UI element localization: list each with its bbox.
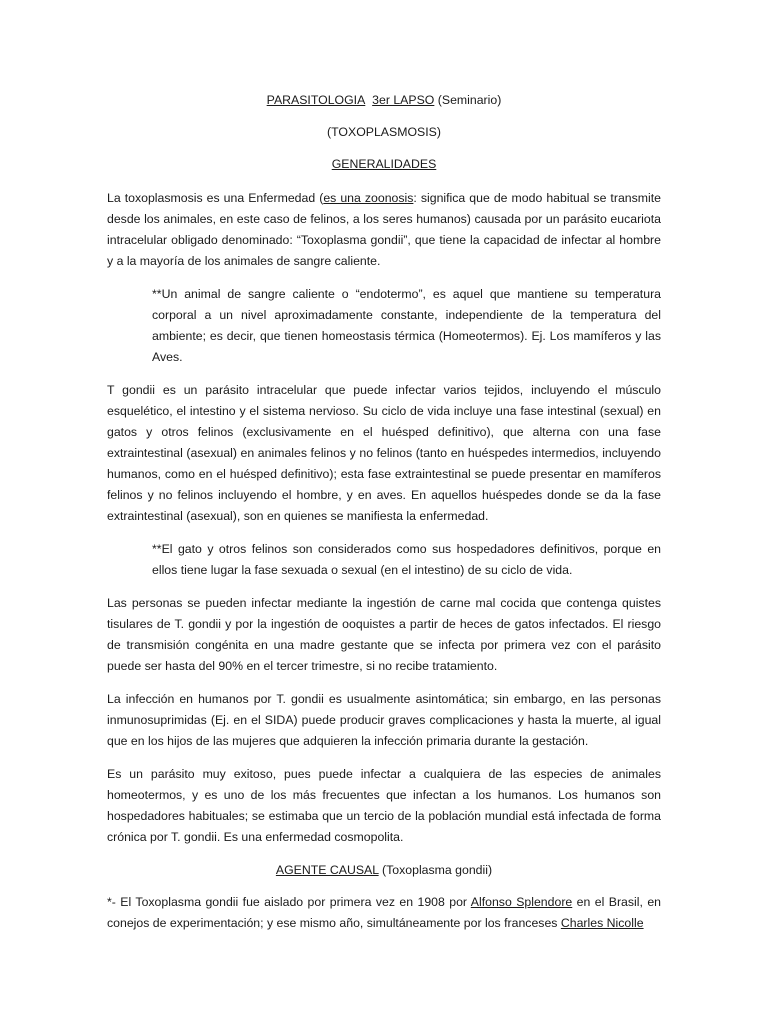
document-subtitle: (TOXOPLASMOSIS) (327, 125, 441, 139)
title-seminario: (Seminario) (437, 93, 502, 107)
paragraph-historia-b: en el Brasil, en conejos de experimentación; y ese mismo año, simultáneamente por los franceses (107, 895, 662, 930)
section-heading-text: GENERALIDADES (331, 157, 437, 171)
paragraph-infeccion-personas: Las personas se pueden infectar mediante la ingestión de carne mal cocida que contenga quistes tisulares de T. gondii y por la ingestión de ooquistes a partir de heces de gatos infectados. El riesgo de transmisión congénita en una madre gestante que se infecta por primera vez con el parásito puede ser hasta del 90% en el tercer trimestre, si no recibe tratamiento. (107, 596, 661, 673)
section-heading-agente-suffix: (Toxoplasma gondii) (378, 863, 493, 877)
document-title (107, 92, 661, 108)
link-charles-nicolle[interactable]: Charles Nicolle (560, 916, 644, 930)
title-subject: PARASITOLOGIA (266, 93, 366, 107)
link-alfonso-splendore[interactable]: Alfonso Splendore (470, 895, 573, 909)
paragraph-historia-a: *- El Toxoplasma gondii fue aislado por primera vez en 1908 por (107, 895, 471, 909)
section-heading-agente-text: AGENTE CAUSAL (275, 863, 379, 877)
section-heading-generalidades (107, 156, 661, 172)
paragraph-intro-a: La toxoplasmosis es una Enfermedad ( (107, 191, 324, 205)
paragraph-t-gondii: T gondii es un parásito intracelular que puede infectar varios tejidos, incluyendo el músculo esquelético, el intestino y el sistema nervioso. Su ciclo de vida incluye una fase intestinal (sexual) en gatos y otros felinos (exclusivamente en el huésped definitivo), que alterna con una fase extraintestinal (asexual) en animales felinos y no felinos (tanto en huéspedes intermedios, incluyendo humanos, como en el huésped definitivo); esta fase extraintestinal se puede presentar en mamíferos felinos y no felinos incluyendo el hombre, y en aves. En aquellos huéspedes donde se da la fase extraintestinal (asexual), son en quienes se manifiesta la enfermedad. (107, 383, 661, 523)
paragraph-intro-b: : significa que de modo habitual se transmite desde los animales, en este caso de felinos, a los seres humanos) causada por un parásito eucariota intracelular obligado denominado: “Toxoplasma gondii”, que tiene la capacidad de infectar al hombre y a la mayoría de los animales de sangre caliente. (107, 191, 662, 268)
paragraph-intro (107, 188, 661, 272)
paragraph-infeccion-humanos: La infección en humanos por T. gondii es usualmente asintomática; sin embargo, en las personas inmunosuprimidas (Ej. en el SIDA) puede producir graves complicaciones y hasta la muerte, al igual que en los hijos de las mujeres que adquieren la infección primaria durante la gestación. (107, 692, 661, 748)
link-zoonosis[interactable]: es una zoonosis (323, 191, 414, 205)
paragraph-parasito-exitoso: Es un parásito muy exitoso, pues puede infectar a cualquiera de las especies de animales homeotermos, y es uno de los más frecuentes que infectan a los humanos. Los humanos son hospedadores habituales; se estimaba que un tercio de la población mundial está infectada de forma crónica por T. gondii. Es una enfermedad cosmopolita. (107, 767, 661, 844)
section-heading-agente-causal (107, 862, 661, 878)
title-lapso: 3er LAPSO (372, 93, 435, 107)
note-endotermo: **Un animal de sangre caliente o “endotermo”, es aquel que mantiene su temperatura corporal a un nivel aproximadamente constante, independiente de la temperatura del ambiente; es decir, que tienen homeostasis térmica (Homeotermos). Ej. Los mamíferos y las Aves. (152, 287, 661, 364)
paragraph-historia (107, 892, 661, 934)
note-hospedadores: **El gato y otros felinos son considerados como sus hospedadores definitivos, porque en ellos tiene lugar la fase sexuada o sexual (en el intestino) de su ciclo de vida. (152, 542, 661, 577)
